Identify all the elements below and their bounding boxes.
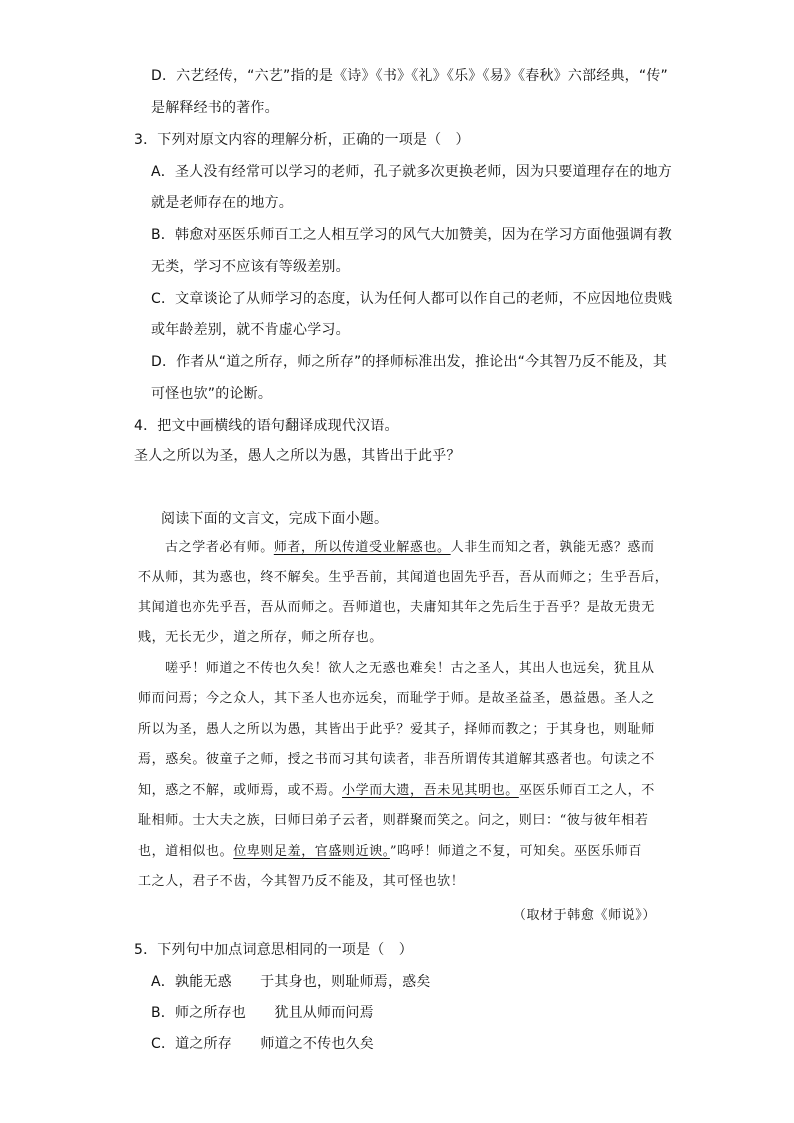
passage-p1-line2: 不从师，其为惑也，终不解矣。生乎吾前，其闻道也固先乎吾，吾从而师之；生乎吾后， (138, 570, 669, 585)
q5-stem: 5．下列句中加点词意思相同的一项是（ ） (134, 942, 413, 958)
underlined-sentence: 师者，所以传道受业解惑也。 (273, 540, 451, 555)
q4-stem: 4．把文中画横线的语句翻译成现代汉语。 (134, 418, 399, 434)
passage-p2-line5: 知，惑之不解，或师焉，或不焉。小学而大遗，吾未见其明也。巫医乐师百工之人，不 (138, 783, 655, 798)
q3-option-b-line1: B．韩愈对巫医乐师百工之人相互学习的风气大加赞美，因为在学习方面他强调有教 (151, 227, 673, 243)
passage-source: （取材于韩愈《师说》） (512, 908, 656, 923)
passage-p1-line4: 贱，无长无少，道之所存，师之所存也。 (138, 630, 383, 645)
q3-option-c-line1: C．文章谈论了从师学习的态度，认为任何人都可以作自己的老师，不应因地位贵贱 (151, 291, 673, 307)
q5-option-c: C．道之所存 师道之不传也久矣 (151, 1036, 374, 1052)
q5-option-b: B．师之所存也 犹且从师而问焉 (151, 1005, 374, 1021)
passage-p2-line6: 耻相师。士大夫之族，曰师曰弟子云者，则群聚而笑之。问之，则曰：“彼与彼年相若 (138, 813, 649, 828)
q5-option-a: A．孰能无惑 于其身也，则耻师焉，惑矣 (151, 974, 431, 990)
passage-intro: 阅读下面的文言文，完成下面小题。 (161, 511, 389, 527)
passage-p2-line1: 嗟乎！师道之不传也久矣！欲人之无惑也难矣！古之圣人，其出人也远矣，犹且从 (165, 661, 655, 676)
q3-option-d-line2: 可怪也欤”的论断。 (151, 386, 273, 402)
passage-p2-line3: 所以为圣，愚人之所以为愚，其皆出于此乎？爱其子，择师而教之；于其身也，则耻师 (138, 722, 655, 737)
q3-option-a-line2: 就是老师存在的地方。 (151, 195, 293, 211)
q3-option-a-line1: A．圣人没有经常可以学习的老师，孔子就多次更换老师，因为只要道理存在的地方 (151, 164, 672, 180)
passage-p1-line1: 古之学者必有师。师者，所以传道受业解惑也。人非生而知之者，孰能无惑？惑而 (165, 540, 655, 555)
q2-option-d-line2: 是解释经书的著作。 (151, 100, 279, 116)
passage-p2-line2: 师而问焉；今之众人，其下圣人也亦远矣，而耻学于师。是故圣益圣，愚益愚。圣人之 (138, 691, 655, 706)
passage-p1-line3: 其闻道也亦先乎吾，吾从而师之。吾师道也，夫庸知其年之先后生于吾乎？是故无贵无 (138, 600, 655, 615)
passage-p2-line7: 也，道相似也。位卑则足羞，官盛则近谀。”呜呼！师道之不复，可知矣。巫医乐师百 (138, 844, 642, 859)
passage-p2-line8: 工之人，君子不齿，今其智乃反不能及，其可怪也欤！ (138, 874, 465, 889)
q2-option-d-line1: D．六艺经传，“六艺”指的是《诗》《书》《礼》《乐》《易》《春秋》六部经典，“传” (151, 68, 668, 84)
q3-option-b-line2: 无类，学习不应该有等级差别。 (151, 259, 350, 275)
underlined-sentence: 位卑则足羞，官盛则近谀。 (233, 844, 390, 859)
passage-p2-line4: 焉，惑矣。彼童子之师，授之书而习其句读者，非吾所谓传其道解其惑者也。句读之不 (138, 752, 655, 767)
q3-option-d-line1: D．作者从“道之所存，师之所存”的择师标准出发，推论出“今其智乃反不能及，其 (151, 354, 668, 370)
q3-option-c-line2: 或年龄差别，就不肯虚心学习。 (151, 322, 350, 338)
underlined-sentence: 小学而大遗，吾未见其明也。 (342, 783, 519, 798)
q3-stem: 3．下列对原文内容的理解分析，正确的一项是（ ） (134, 132, 470, 148)
q4-sentence: 圣人之所以为圣，愚人之所以为愚，其皆出于此乎？ (134, 448, 461, 464)
